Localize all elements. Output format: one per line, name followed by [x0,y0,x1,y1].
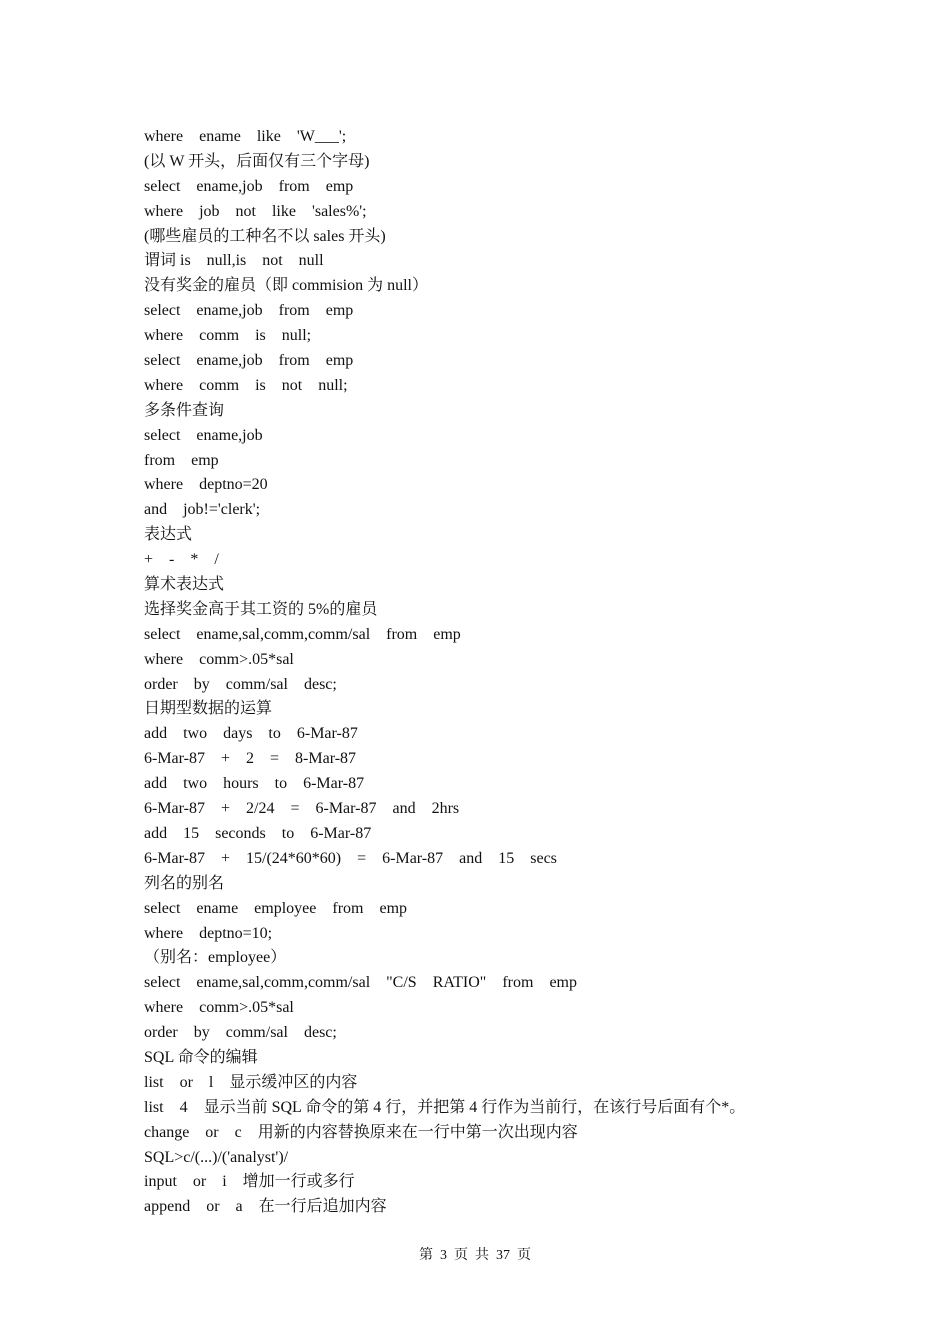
section-heading: 列名的别名 [144,874,225,892]
page-number-footer: 第 3 页 共 37 页 [419,1248,531,1263]
text-line: + - * / [144,551,219,569]
text-line: （别名：employee） [144,949,287,967]
text-line: change or c 用新的内容替换原来在一行中第一次出现内容 [144,1123,578,1141]
text-line: select ename,job from emp [144,352,354,370]
text-line: 6-Mar-87 + 2 = 8-Mar-87 [144,750,357,768]
text-line: select ename employee from emp [144,899,408,917]
text-line: list 4 显示当前 SQL 命令的第 4 行，并把第 4 行作为当前行，在该行号后面有个*。 [144,1098,746,1116]
text-line: where ename like 'W___'; [144,128,347,145]
text-line: select ename,job [144,426,263,444]
text-line: from emp [144,451,219,469]
text-line: 选择奖金高于其工资的 5%的雇员 [144,600,378,618]
text-line: 谓词 is null,is not null [144,252,324,270]
text-line: 没有奖金的雇员（即 commision 为 null） [144,277,429,295]
text-line: append or a 在一行后追加内容 [144,1198,387,1216]
text-line: list or l 显示缓冲区的内容 [144,1073,358,1091]
text-line: add 15 seconds to 6-Mar-87 [144,824,372,842]
section-heading: 多条件查询 [144,401,225,419]
text-line: SQL>c/(...)/('analyst')/ [144,1148,289,1166]
text-line: and job!='clerk'; [144,501,261,519]
text-line: (哪些雇员的工种名不以 sales 开头) [144,227,386,245]
text-line: input or i 增加一行或多行 [144,1173,355,1191]
section-heading: 算术表达式 [144,576,225,594]
text-line: 6-Mar-87 + 2/24 = 6-Mar-87 and 2hrs [144,800,460,818]
text-line: where deptno=20 [144,476,268,494]
text-line: where deptno=10; [144,924,273,942]
text-line: 6-Mar-87 + 15/(24*60*60) = 6-Mar-87 and 15 secs [144,849,557,867]
section-heading: 日期型数据的运算 [144,700,273,718]
text-line: select ename,job from emp [144,177,354,195]
text-line: where comm>.05*sal [144,999,294,1017]
text-line: where comm>.05*sal [144,650,294,668]
section-heading: 表达式 [144,526,193,544]
text-line: select ename,sal,comm,comm/sal "C/S RATIO" from emp [144,974,577,992]
text-line: order by comm/sal desc; [144,675,337,693]
text-line: select ename,job from emp [144,302,354,320]
text-line: order by comm/sal desc; [144,1024,337,1042]
section-heading: SQL 命令的编辑 [144,1048,258,1066]
document-body [144,125,864,1220]
text-line: (以 W 开头，后面仅有三个字母) [144,152,370,170]
text-line: where job not like 'sales%'; [144,202,367,220]
text-line: add two days to 6-Mar-87 [144,725,358,743]
text-line: where comm is not null; [144,376,348,394]
text-line: where comm is null; [144,327,312,345]
text-line: select ename,sal,comm,comm/sal from emp [144,625,461,643]
text-line: add two hours to 6-Mar-87 [144,775,365,793]
